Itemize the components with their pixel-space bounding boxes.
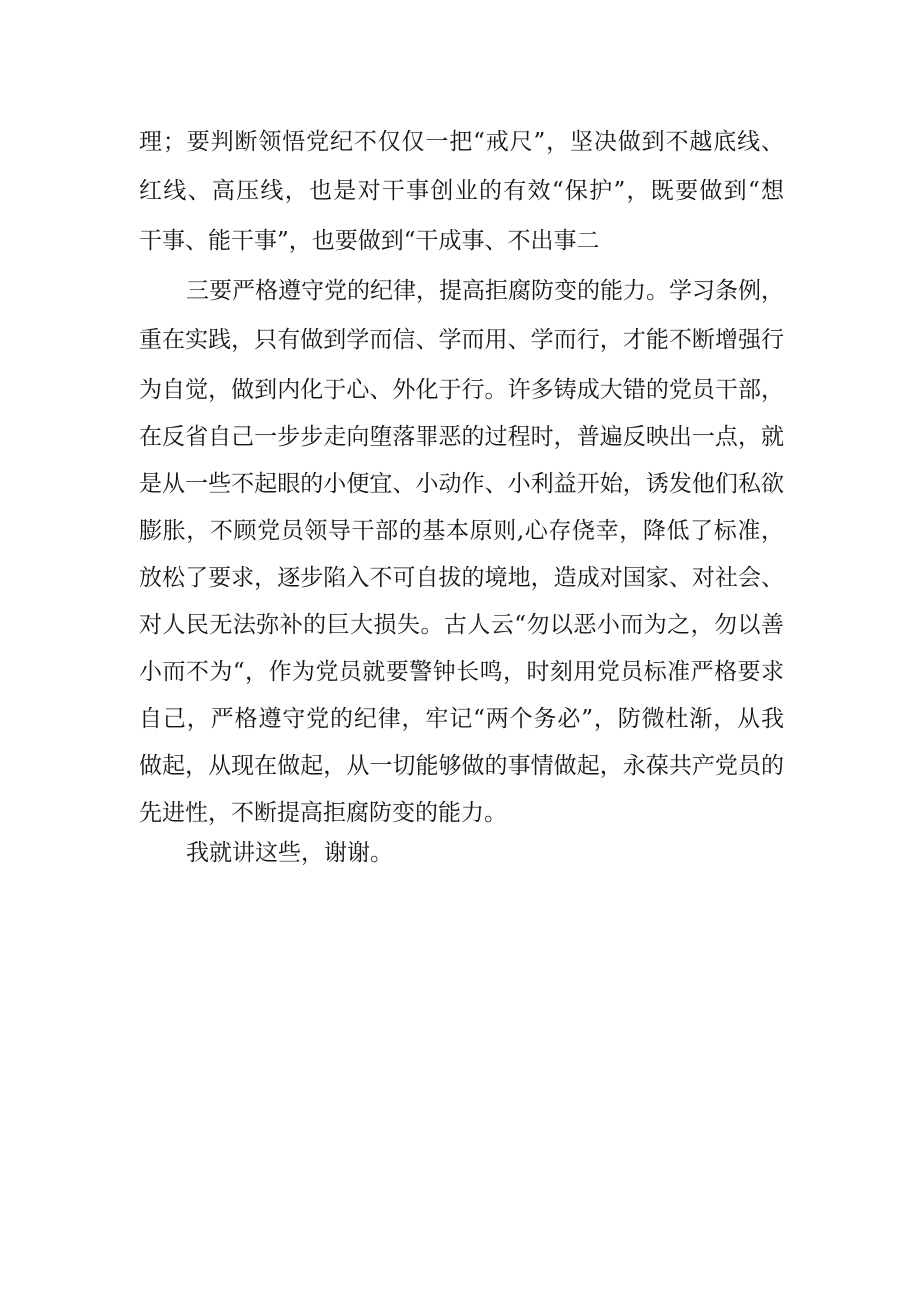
- text-line-2: 红线、高压线，也是对干事创业的有效“保护”，既要做到“想: [139, 178, 784, 204]
- paragraph-3-first-line: 三要严格遵守党的纪律，提高拒腐防变的能力。学习条例，: [186, 278, 784, 304]
- text-line-13: 自己，严格遵守党的纪律，牢记“两个务必”，防微杜渐，从我: [139, 706, 784, 732]
- text-line-12: 小而不为“，作为党员就要警钟长鸣，时刻用党员标准严格要求: [139, 659, 784, 685]
- text-line-10: 放松了要求，逐步陷入不可自拔的境地，造成对国家、对社会、: [139, 565, 784, 591]
- text-line-6: 为自觉，做到内化于心、外化于行。许多铸成大错的党员干部，: [139, 377, 784, 403]
- text-line-3: 干事、能干事”，也要做到“干成事、不出事二: [139, 228, 600, 254]
- text-line-11: 对人民无法弥补的巨大损失。古人云“勿以恶小而为之，勿以善: [139, 612, 784, 638]
- text-line-7: 在反省自己一步步走向堕落罪恶的过程时，普遍反映出一点，就: [139, 424, 784, 450]
- text-line-5: 重在实践，只有做到学而信、学而用、学而行，才能不断增强行: [139, 327, 784, 353]
- text-line-8: 是从一些不起眼的小便宜、小动作、小利益开始，诱发他们私欲: [139, 471, 784, 497]
- text-line-1: 理；要判断领悟党纪不仅仅一把“戒尺”，坚决做到不越底线、: [139, 129, 784, 155]
- text-line-14: 做起，从现在做起，从一切能够做的事情做起，永葆共产党员的: [139, 753, 784, 779]
- text-line-9: 膨胀，不顾党员领导干部的基本原则,心存侥幸，降低了标准，: [139, 518, 784, 544]
- text-line-15: 先进性，不断提高拒腐防变的能力。: [139, 800, 507, 826]
- closing-line: 我就讲这些，谢谢。: [186, 840, 393, 866]
